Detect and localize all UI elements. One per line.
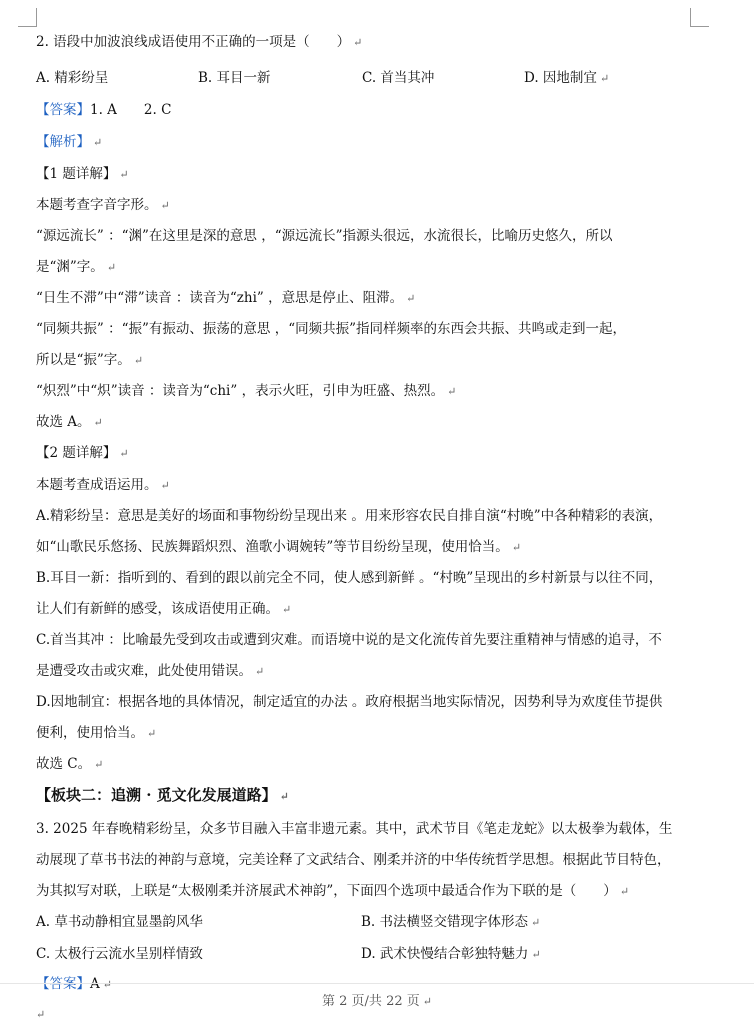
next-page-return-mark: ↵ xyxy=(36,1008,46,1021)
detail1-line: 本题考查字音字形。 ↵ xyxy=(36,197,170,213)
q3-stem-line: 为其拟写对联，上联是“太极刚柔并济展武术神韵”，下面四个选项中最适合作为下联的是（ ） ↵ xyxy=(36,883,630,899)
detail1-line: “同频共振” ：“振”有振动、振荡的意思 ，“同频共振”指同样频率的东西会共振、共鸣或走到一起， xyxy=(36,321,626,337)
detail2-line: 是遭受攻击或灾难，此处使用错误。 ↵ xyxy=(36,663,265,679)
q2-option-c: C. 首当其冲 xyxy=(362,70,435,86)
detail1-line: 是“渊”字。 ↵ xyxy=(36,259,117,275)
detail1-line: “日生不滞”中“滞”读音 ：读音为“zhi” ，意思是停止、阻滞。 ↵ xyxy=(36,290,416,306)
answer-line xyxy=(36,98,171,118)
detail2-title: 【2 题详解】 ↵ xyxy=(36,445,129,461)
detail1-line: 故选 A。 ↵ xyxy=(36,414,103,430)
q3-stem-line: 3. 2025 年春晚精彩纷呈，众多节目融入丰富非遗元素。其中，武术节目《笔走龙蛇》以太极拳为载体，生 xyxy=(36,821,673,837)
detail2-line: 让人们有新鲜的感受，该成语使用正确。 ↵ xyxy=(36,601,292,617)
q3-option-d: D. 武术快慢结合彰独特魅力 ↵ xyxy=(361,946,541,962)
q2-option-b: B. 耳目一新 xyxy=(198,70,271,86)
q2-option-a: A. 精彩纷呈 xyxy=(36,70,109,86)
section-heading: 【板块二：追溯 · 觅文化发展道路】 ↵ xyxy=(36,786,289,804)
page-footer: 第 2 页/共 22 页 ↵ xyxy=(322,994,432,1009)
page-divider xyxy=(0,983,754,984)
analysis-label: 【解析】 ↵ xyxy=(36,134,103,150)
detail2-line: 本题考查成语运用。 ↵ xyxy=(36,477,170,493)
q2-stem: 2. 语段中加波浪线成语使用不正确的一项是（ ） ↵ xyxy=(36,34,363,50)
answer-text: 1. A 2. C xyxy=(90,102,172,118)
q3-option-c: C. 太极行云流水呈别样情致 xyxy=(36,946,203,962)
q2-option-d: D. 因地制宜 ↵ xyxy=(524,70,610,86)
detail2-line: B.耳目一新：指听到的、看到的跟以前完全不同，使人感到新鲜 。“村晚”呈现出的乡村新景与以往不同， xyxy=(36,570,663,586)
detail1-line: “源远流长” ：“渊”在这里是深的意思 ，“源远流长”指源头很远，水流很长，比喻历史悠久，所以 xyxy=(36,228,613,244)
corner-mark-top-right xyxy=(690,8,709,27)
q3-stem-line: 动展现了草书书法的神韵与意境，完美诠释了文武结合、刚柔并济的中华传统哲学思想。根据此节目特色， xyxy=(36,852,671,868)
q3-option-b: B. 书法横竖交错现字体形态 ↵ xyxy=(361,914,541,930)
detail1-line: 所以是“振”字。 ↵ xyxy=(36,352,144,368)
corner-mark-top-left xyxy=(18,8,37,27)
detail2-line: D.因地制宜：根据各地的具体情况，制定适宜的办法 。政府根据当地实际情况，因势利导为欢度佳节提供 xyxy=(36,694,663,710)
q3-option-a: A. 草书动静相宜显墨韵风华 xyxy=(36,914,203,930)
detail1-line: “炽烈”中“炽”读音 ：读音为“chi” ，表示火旺，引申为旺盛、热烈。 ↵ xyxy=(36,383,457,399)
detail2-line: A.精彩纷呈：意思是美好的场面和事物纷纷呈现出来 。用来形容农民自排自演“村晚”中各种精彩的表演， xyxy=(36,508,663,524)
detail2-line: 故选 C。 ↵ xyxy=(36,756,104,772)
detail2-line: C.首当其冲 ：比喻最先受到攻击或遭到灾难。而语境中说的是文化流传首先要注重精神与情感的追寻，不 xyxy=(36,632,662,648)
detail2-line: 便利，使用恰当。 ↵ xyxy=(36,725,157,741)
detail1-title: 【1 题详解】 ↵ xyxy=(36,166,129,182)
detail2-line: 如“山歌民乐悠扬、民族舞蹈炽烈、渔歌小调婉转”等节目纷纷呈现，使用恰当。 ↵ xyxy=(36,539,522,555)
answer-label: 【答案】 xyxy=(36,102,90,118)
answer-label: 【答案】 xyxy=(36,976,90,992)
answer3-line: 【答案】A ↵ xyxy=(36,976,112,992)
